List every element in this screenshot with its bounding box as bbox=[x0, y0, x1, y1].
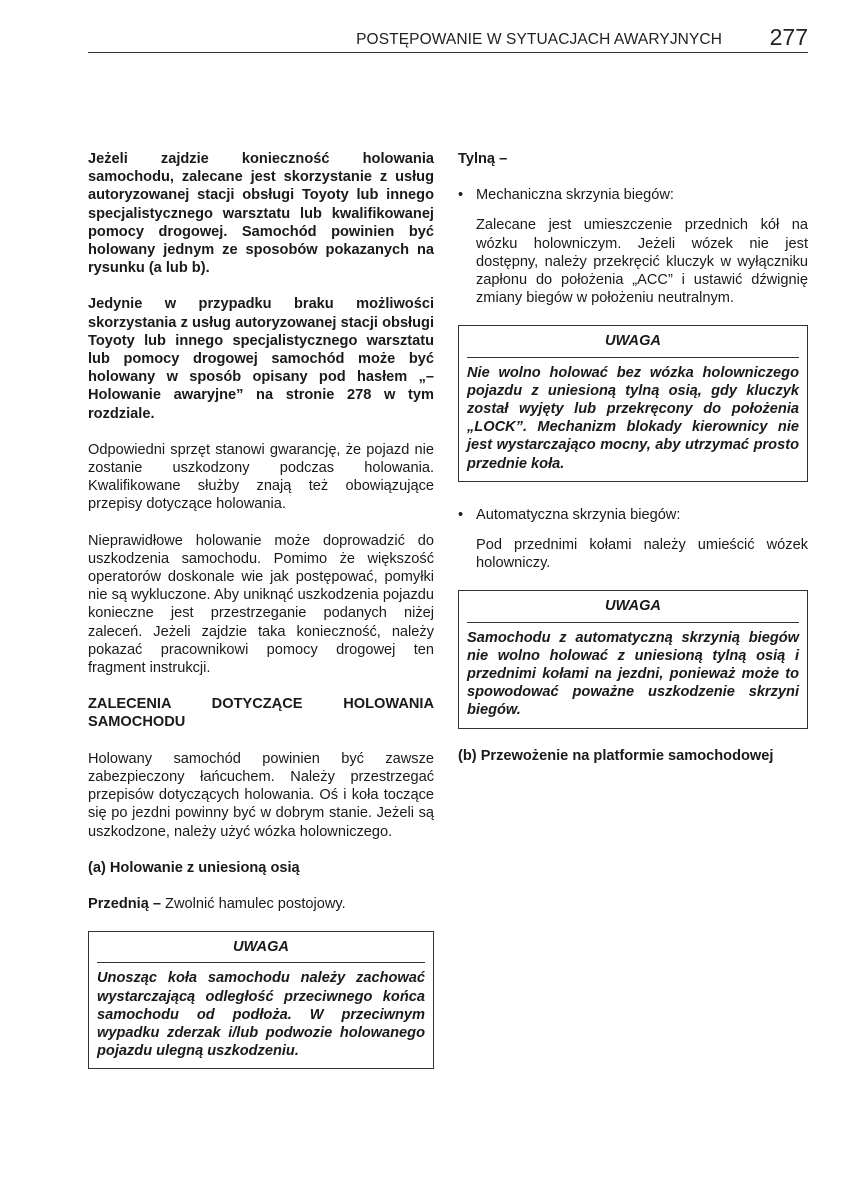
front-axle-paragraph bbox=[88, 895, 434, 913]
warning-box-3 bbox=[458, 590, 808, 728]
bullet-automatic-gearbox: • Automatyczna skrzynia biegów: bbox=[458, 506, 808, 524]
subheading-b: (b) Przewożenie na platformie samochodowej bbox=[458, 747, 774, 764]
automatic-gearbox-text: Pod przednimi kołami należy umieścić wózek holowniczy. bbox=[476, 537, 808, 572]
page-number: 277 bbox=[769, 24, 808, 50]
left-column bbox=[88, 150, 434, 1069]
warning-title: UWAGA bbox=[467, 332, 799, 357]
front-label: Przednią – bbox=[88, 895, 161, 912]
warning-title: UWAGA bbox=[467, 597, 799, 622]
equipment-paragraph: Odpowiedni sprzęt stanowi gwarancję, że pojazd nie zostanie uszkodzony podczas holowania. Kwalifikowane służby znają też obowiązujące przepisy dotyczące holowania. bbox=[88, 441, 434, 513]
header-title: POSTĘPOWANIE W SYTUACJACH AWARYJNYCH bbox=[356, 31, 722, 48]
bullet-manual-gearbox: • Mechaniczna skrzynia biegów: bbox=[458, 186, 808, 204]
improper-towing-paragraph: Nieprawidłowe holowanie może doprowadzić do uszkodzenia samochodu. Pomimo że większość operatorów doskonale wie jak postępować, pomyłki nie są wykluczone. Aby uniknąć uszkodzenia pojazdu konieczne jest przestrzeganie podanych niżej zaleceń. Jeżeli zajdzie taka konieczność, należy pokazać pracownikowi pomocy drogowej ten fragment instrukcji. bbox=[88, 532, 434, 677]
rear-axle-label: Tylną – bbox=[458, 151, 508, 167]
warning-title: UWAGA bbox=[97, 938, 425, 963]
intro-paragraph: Jeżeli zajdzie konieczność holowania samochodu, zalecane jest skorzystanie z usług autoryzowanej stacji obsługi Toyoty lub innego specjalistycznego warsztatu lub kwalifikowanej pomocy drogowej. Samochód powinien być holowany jednym ze sposobów pokazanych na rysunku (a lub b). bbox=[88, 151, 434, 277]
warning-body: Nie wolno holować bez wózka holowniczego pojazdu z uniesioną tylną osią, gdy kluczyk został wyjęty lub przekręcony do położenia „LOCK”. Mechanizm blokady kierownicy nie jest wystarczająco mocny, aby utrzymać prosto przednie koła. bbox=[467, 364, 799, 472]
warning-body: Unosząc koła samochodu należy zachować wystarczającą odległość przeciwnego końca samochodu od podłoża. W przeciwnym wypadku zderzak i/lub podwozie holowanego pojazdu ulegną uszkodzeniu. bbox=[97, 970, 425, 1060]
chain-paragraph: Holowany samochód powinien być zawsze zabezpieczony łańcuchem. Należy przestrzegać przepisów dotyczących holowania. Oś i koła toczące się po jezdni powinny być w dobrym stanie. Jeżeli są uszkodzone, należy użyć wózka holowniczego. bbox=[88, 750, 434, 840]
subheading-a: (a) Holowanie z uniesioną osią bbox=[88, 859, 300, 876]
section-heading: ZALECENIA DOTYCZĄCE HOLOWANIA SAMOCHODU bbox=[88, 696, 434, 731]
warning-box-2 bbox=[458, 325, 808, 481]
warning-box-1 bbox=[88, 931, 434, 1069]
warning-body: Samochodu z automatyczną skrzynią biegów nie wolno holować z uniesioną tylną osią i przednimi kołami na jezdni, ponieważ może to spowodować poważne uszkodzenie skrzyni biegów. bbox=[467, 629, 799, 719]
emergency-paragraph: Jedynie w przypadku braku możliwości skorzystania z usług autoryzowanej stacji obsługi Toyoty lub innego specjalistycznego warsztatu lub pomocy drogowej samochód może być holowany w sposób opisany pod hasłem „–Holowanie awaryjne” na stronie 278 w tym rozdziale. bbox=[88, 296, 434, 422]
right-column bbox=[458, 150, 808, 765]
page-header bbox=[88, 24, 808, 53]
manual-gearbox-text: Zalecane jest umieszczenie przednich kół na wózku holowniczym. Jeżeli wózek nie jest dostępny, należy przekręcić kluczyk w wyłączniku zapłonu do położenia „ACC” i ustawić dźwignię zmiany biegów w położeniu neutralnym. bbox=[476, 217, 808, 307]
front-text: Zwolnić hamulec postojowy. bbox=[161, 895, 346, 912]
